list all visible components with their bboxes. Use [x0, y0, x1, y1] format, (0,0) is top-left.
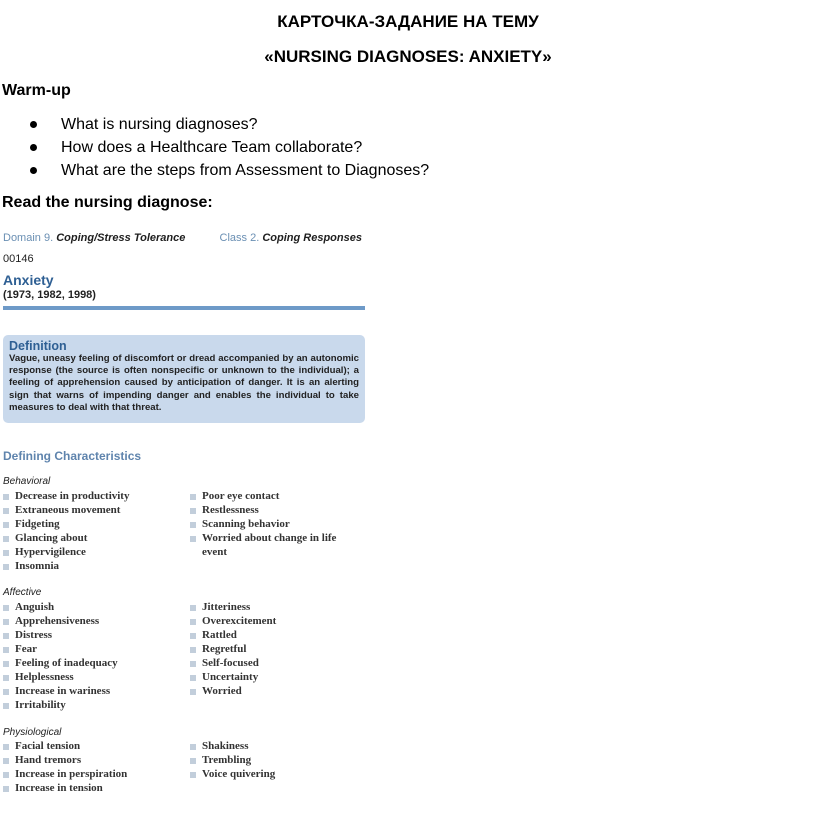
list-item: Apprehensiveness: [3, 615, 118, 629]
definition-box: [3, 335, 365, 423]
list-item: Worried: [190, 685, 276, 699]
warmup-question-list: [30, 114, 429, 183]
square-bullet-icon: [190, 522, 196, 528]
square-bullet-icon: [3, 703, 9, 709]
list-item: Poor eye contact: [190, 490, 336, 504]
list-item: Increase in perspiration: [3, 768, 127, 782]
list-item: Insomnia: [3, 560, 129, 574]
characteristics-title: Defining Characteristics: [3, 449, 142, 463]
square-bullet-icon: [3, 605, 9, 611]
square-bullet-icon: [190, 661, 196, 667]
behavioral-right-list: [190, 490, 336, 560]
domain-value: Coping/Stress Tolerance: [56, 232, 186, 244]
square-bullet-icon: [190, 494, 196, 500]
category-physiological: Physiological: [3, 727, 62, 738]
list-item: Extraneous movement: [3, 504, 129, 518]
page-title: КАРТОЧКА-ЗАДАНИЕ НА ТЕМУ: [277, 12, 539, 31]
warmup-question: [30, 114, 429, 137]
category-behavioral: Behavioral: [3, 476, 51, 487]
square-bullet-icon: [3, 744, 9, 750]
list-item: Self-focused: [190, 657, 276, 671]
square-bullet-icon: [3, 772, 9, 778]
bullet-icon: [30, 167, 37, 174]
list-item: Uncertainty: [190, 671, 276, 685]
list-item: Scanning behavior: [190, 518, 336, 532]
list-item: Irritability: [3, 699, 118, 713]
definition-title: Definition: [9, 339, 67, 353]
question-text: How does a Healthcare Team collaborate?: [61, 139, 363, 156]
list-item: Jitteriness: [190, 601, 276, 615]
class-label: Class 2.: [219, 232, 260, 244]
square-bullet-icon: [3, 522, 9, 528]
list-item: Increase in tension: [3, 782, 127, 796]
page-subtitle: «NURSING DIAGNOSES: ANXIETY»: [264, 47, 552, 66]
square-bullet-icon: [3, 786, 9, 792]
domain-label: Domain 9.: [3, 232, 54, 244]
class-value: Coping Responses: [262, 232, 362, 244]
list-item: Feeling of inadequacy: [3, 657, 118, 671]
square-bullet-icon: [3, 508, 9, 514]
definition-text: Vague, uneasy feeling of discomfort or dread accompanied by an autonomic response (the source is often nonspecific or unknown to the individual); a feeling of apprehension caused by anticipation of danger. It is an alerting sign that warns of impending danger and enables the individual to take measures to deal with that threat.: [9, 353, 359, 413]
list-item: Facial tension: [3, 740, 127, 754]
question-text: What is nursing diagnoses?: [61, 116, 258, 133]
square-bullet-icon: [190, 536, 196, 542]
square-bullet-icon: [190, 633, 196, 639]
list-item: Helplessness: [3, 671, 118, 685]
list-item: Overexcitement: [190, 615, 276, 629]
behavioral-left-list: [3, 490, 129, 574]
square-bullet-icon: [3, 564, 9, 570]
square-bullet-icon: [190, 605, 196, 611]
square-bullet-icon: [190, 508, 196, 514]
list-item-continuation: event: [202, 546, 228, 558]
list-item: Distress: [3, 629, 118, 643]
list-item: Regretful: [190, 643, 276, 657]
square-bullet-icon: [3, 619, 9, 625]
square-bullet-icon: [3, 758, 9, 764]
category-affective: Affective: [3, 587, 42, 598]
list-item: Decrease in productivity: [3, 490, 129, 504]
affective-left-list: [3, 601, 118, 713]
warmup-question: [30, 160, 429, 183]
list-item: Trembling: [190, 754, 275, 768]
domain-class-line: [3, 232, 362, 244]
divider: [3, 306, 365, 310]
bullet-icon: [30, 121, 37, 128]
list-item: Fidgeting: [3, 518, 129, 532]
square-bullet-icon: [3, 633, 9, 639]
list-item: Fear: [3, 643, 118, 657]
list-item: Shakiness: [190, 740, 275, 754]
list-item: Hypervigilence: [3, 546, 129, 560]
square-bullet-icon: [190, 772, 196, 778]
list-item: Hand tremors: [3, 754, 127, 768]
physiological-left-list: [3, 740, 127, 796]
square-bullet-icon: [3, 647, 9, 653]
list-item: Worried about change in life: [190, 532, 336, 546]
square-bullet-icon: [190, 619, 196, 625]
warmup-heading: Warm-up: [2, 82, 71, 99]
read-heading: Read the nursing diagnose:: [2, 194, 213, 211]
square-bullet-icon: [3, 689, 9, 695]
square-bullet-icon: [190, 689, 196, 695]
list-item: Glancing about: [3, 532, 129, 546]
square-bullet-icon: [3, 536, 9, 542]
square-bullet-icon: [190, 744, 196, 750]
list-item: Anguish: [3, 601, 118, 615]
square-bullet-icon: [190, 758, 196, 764]
list-item: Restlessness: [190, 504, 336, 518]
square-bullet-icon: [190, 675, 196, 681]
square-bullet-icon: [3, 494, 9, 500]
diagnosis-code: 00146: [3, 253, 34, 265]
affective-right-list: [190, 601, 276, 699]
square-bullet-icon: [3, 661, 9, 667]
list-item: Rattled: [190, 629, 276, 643]
square-bullet-icon: [3, 675, 9, 681]
square-bullet-icon: [3, 550, 9, 556]
bullet-icon: [30, 144, 37, 151]
diagnosis-years: (1973, 1982, 1998): [3, 289, 96, 301]
question-text: What are the steps from Assessment to Diagnoses?: [61, 162, 430, 179]
diagnosis-title: Anxiety: [3, 272, 54, 288]
warmup-question: [30, 137, 429, 160]
list-item: Voice quivering: [190, 768, 275, 782]
square-bullet-icon: [190, 647, 196, 653]
list-item: Increase in wariness: [3, 685, 118, 699]
physiological-right-list: [190, 740, 275, 782]
